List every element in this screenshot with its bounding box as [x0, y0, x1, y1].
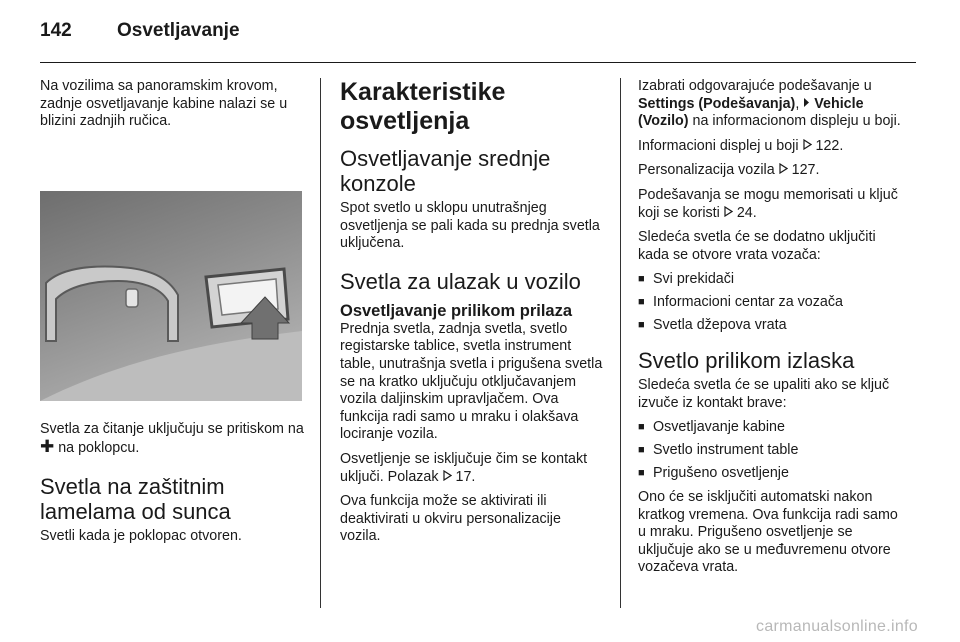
list-item: ■ Svi prekidači	[638, 271, 908, 289]
settings-paragraph	[638, 78, 908, 131]
welcome-lighting-paragraph: Prednja svetla, zadnja svetla, svetlo registarske tablice, svetla instrument table, unutrašnja svetla i prigušena svetla se na kratko uključuju otključavanjem vozila daljinskim upravljačem. Ova funkcija radi samo u mraku i olakšava lociranje vozila.	[340, 320, 603, 443]
page-ref-icon	[724, 205, 737, 221]
entry-lights-heading: Svetla za ulazak u vozilo	[340, 268, 581, 294]
lights-off-text: Osvetljenje se isključuje čim se kontakt uključi. Polazak	[340, 450, 588, 485]
key-memory-paragraph	[638, 187, 908, 222]
exit-lighting-heading: Svetlo prilikom izlaska	[638, 348, 855, 374]
page-ref-icon	[803, 138, 816, 154]
list-item: ■ Svetla džepova vrata	[638, 317, 908, 335]
plus-icon: ✚	[40, 437, 55, 457]
list-item: ■ Osvetljavanje kabine	[638, 419, 908, 437]
welcome-lighting-heading: Osvetljavanje prilikom prilaza	[340, 301, 573, 320]
reading-light-paragraph	[40, 421, 308, 458]
page-number: 142	[40, 20, 72, 41]
column-divider-left	[320, 78, 321, 608]
page-ref-triangle	[724, 206, 733, 217]
column-middle	[340, 78, 605, 553]
watermark: carmanualsonline.info	[756, 618, 918, 635]
header-rule	[40, 62, 916, 63]
vehicle-menu-label: Vehicle (Vozilo)	[638, 95, 864, 130]
exit-lighting-intro: Sledeća svetla će se upaliti ako se ključ izvuče iz kontakt brave:	[638, 377, 890, 411]
list-item: ■ Svetlo instrument table	[638, 442, 908, 460]
driver-door-lights-list	[638, 271, 908, 334]
reading-light-text-after: na poklopcu.	[58, 440, 140, 457]
column-left	[40, 78, 308, 553]
settings-comma: ,	[795, 95, 800, 112]
page-ref-icon	[779, 162, 792, 178]
personalization-paragraph: Ova funkcija može se aktivirati ili deaktivirati u okviru personalizacije vozila.	[340, 493, 561, 545]
rear-roof-light-illustration	[40, 191, 302, 401]
arrow-right-icon	[803, 96, 814, 112]
column-right	[638, 78, 908, 584]
exit-lighting-list	[638, 419, 908, 482]
page-ref-triangle	[779, 163, 788, 174]
exit-lighting-paragraph: Ono će se isključiti automatski nakon kratkog vremena. Ova funkcija radi samo u mraku. Prigušeno osvetljenje se uključuje ako se u međuvremenu otvore vozačeva vrata.	[638, 489, 898, 576]
rear-roof-light-photo	[40, 191, 302, 401]
menu-arrow-triangle	[803, 97, 810, 108]
page-ref-icon	[443, 469, 456, 485]
sunvisor-heading: Svetla na zaštitnim lamelama od sunca	[40, 473, 231, 524]
lights-off-paragraph	[340, 451, 605, 486]
reading-light-text-before: Svetla za čitanje uključuju se pritiskom na	[40, 420, 304, 437]
console-heading: Osvetljavanje srednje konzole	[340, 146, 551, 196]
personalization-ref-paragraph	[638, 162, 908, 180]
list-item: ■ Informacioni centar za vozača	[638, 294, 908, 312]
settings-menu-label: Settings (Podešavanja)	[638, 95, 796, 112]
personalization-text: Personalizacija vozila	[638, 162, 775, 179]
page-ref-triangle	[443, 470, 452, 481]
color-display-ref-paragraph	[638, 138, 908, 156]
color-display-ref: 122.	[815, 137, 844, 154]
console-paragraph: Spot svetlo u sklopu unutrašnjeg osvetljenja se pali kada su prednja svetla uključena.	[340, 200, 600, 252]
chapter-title: Osvetljavanje	[117, 20, 240, 41]
section-heading: Karakteristike osvetljenja	[340, 78, 506, 135]
key-memory-text: Podešavanja se mogu memorisati u ključ koji se koristi	[638, 186, 898, 221]
list-item: ■ Prigušeno osvetljenje	[638, 465, 908, 483]
settings-text-1: Izabrati odgovarajuće podešavanje u	[638, 78, 872, 94]
sunvisor-paragraph: Svetli kada je poklopac otvoren.	[40, 527, 242, 544]
lights-off-ref: 17.	[455, 468, 476, 485]
personalization-ref: 127.	[791, 162, 820, 179]
key-memory-ref: 24.	[736, 204, 757, 221]
column-divider-right	[620, 78, 621, 608]
page-header	[40, 20, 920, 44]
page-ref-triangle	[803, 139, 812, 150]
panoramic-roof-paragraph: Na vozilima sa panoramskim krovom, zadnje osvetljavanje kabine nalazi se u blizini zadnjih ručica.	[40, 78, 288, 130]
settings-text-2: na informacionom displeju u boji.	[692, 113, 901, 130]
color-display-text: Informacioni displej u boji	[638, 137, 799, 154]
driver-door-lights-intro: Sledeća svetla će se dodatno uključiti kada se otvore vrata vozača:	[638, 229, 876, 263]
